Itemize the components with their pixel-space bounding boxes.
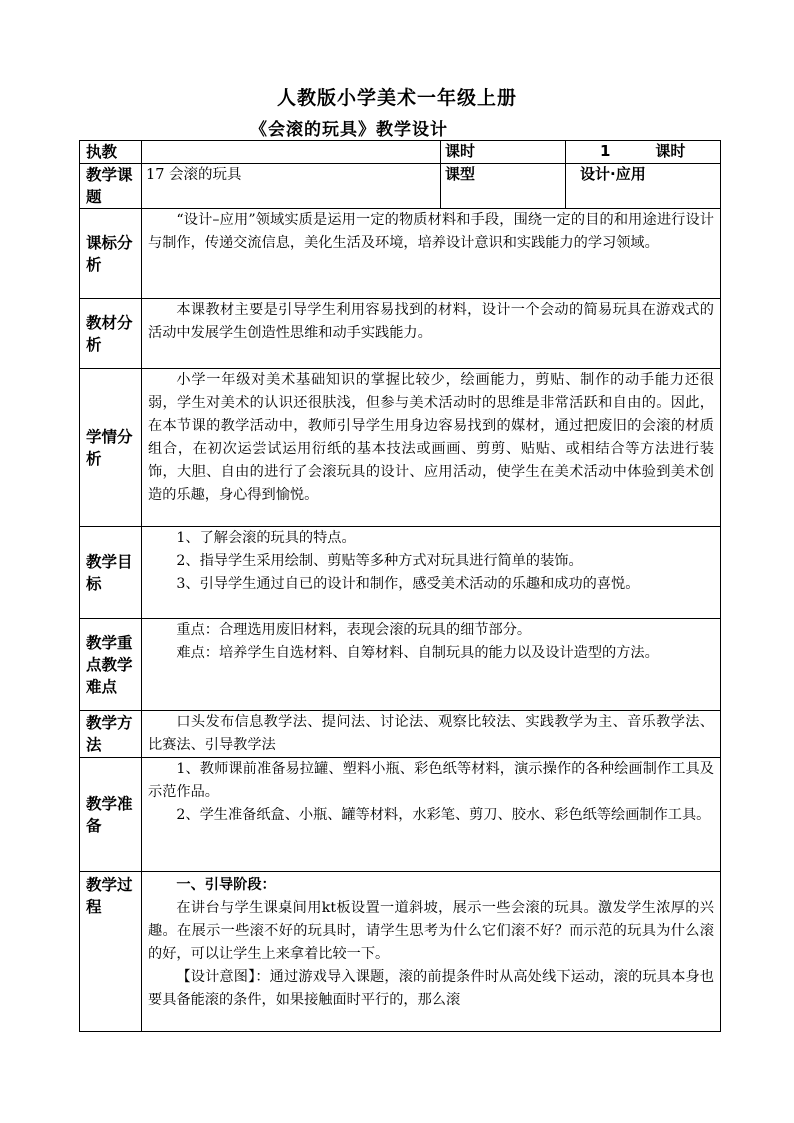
process-heading: 一、引导阶段： (176, 877, 276, 893)
paragraph: “设计–应用”领域实质是运用一定的物质材料和手段，围绕一定的目的和用途进行设计与制作，传递交流信息，美化生活及环境，培养设计意识和实践能力的学习领域。 (148, 212, 714, 251)
paragraph: 口头发布信息教学法、提问法、讨论法、观察比较法、实践教学为主、音乐教学法、比赛法、引导教学法 (148, 714, 714, 753)
type-label: 课型 (441, 164, 566, 209)
type-value: 设计·应用 (566, 164, 721, 209)
classhour-value: 1 课时 (566, 141, 721, 164)
section-row-objectives (80, 527, 721, 619)
section-label: 教学准备 (80, 758, 142, 872)
section-row-key-points (80, 619, 721, 711)
paragraph: 2、指导学生采用绘制、剪贴等多种方式对玩具进行简单的装饰。 (176, 553, 583, 569)
section-content (142, 711, 721, 758)
section-content (142, 527, 721, 619)
teacher-value (142, 141, 441, 164)
section-row-textbook (80, 299, 721, 369)
paragraph: 本课教材主要是引导学生利用容易找到的材料，设计一个会动的简易玩具在游戏式的活动中发展学生创造性思维和动手实践能力。 (148, 302, 714, 341)
paragraph: 1、教师课前准备易拉罐、塑料小瓶、彩色纸等材料，演示操作的各种绘画制作工具及示范作品。 (148, 761, 714, 800)
teacher-row (80, 141, 721, 164)
section-label: 教学方法 (80, 711, 142, 758)
paragraph: 3、引导学生通过自已的设计和制作，感受美术活动的乐趣和成功的喜悦。 (176, 576, 640, 592)
paragraph: 难点：培养学生自选材料、自筹材料、自制玩具的能力以及设计造型的方法。 (176, 645, 659, 661)
paragraph: 在讲台与学生课桌间用kt板设置一道斜坡，展示一些会滚的玩具。激发学生浓厚的兴趣。在展示一些滚不好的玩具时，请学生思考为什么它们滚不好？而示范的玩具为什么滚的好，可以让学生上来拿着比较一下。 (148, 900, 714, 962)
teacher-label: 执教 (80, 141, 142, 164)
section-row-process (80, 872, 721, 1032)
paragraph: 2、学生准备纸盒、小瓶、罐等材料，水彩笔、剪刀、胶水、彩色纸等绘画制作工具。 (176, 807, 711, 823)
topic-label: 教学课题 (80, 164, 142, 209)
section-label: 学情分析 (80, 369, 142, 527)
section-label: 教材分析 (80, 299, 142, 369)
paragraph: 小学一年级对美术基础知识的掌握比较少，绘画能力，剪贴、制作的动手能力还很弱，学生对美术的认识还很肤浅，但参与美术活动时的思维是非常活跃和自由的。因此，在本节课的教学活动中，教师引导学生用身边容易找到的媒材，通过把废旧的会滚的材质组合，在初次运尝试运用衍纸的基本技法或画画、剪剪、贴贴、或相结合等方法进行装饰，大胆、自由的进行了会滚玩具的设计、应用活动，使学生在美术活动中体验到美术创造的乐趣，身心得到愉悦。 (148, 372, 714, 503)
lesson-plan-table (79, 140, 721, 1032)
section-label: 教学目标 (80, 527, 142, 619)
section-content (142, 758, 721, 872)
paragraph: 1、了解会滚的玩具的特点。 (176, 530, 356, 546)
section-content (142, 209, 721, 299)
section-label: 教学过程 (80, 872, 142, 1032)
section-row-students (80, 369, 721, 527)
paragraph: 重点：合理选用废旧材料，表现会滚的玩具的细节部分。 (176, 622, 532, 638)
section-row-methods (80, 711, 721, 758)
section-label: 课标分析 (80, 209, 142, 299)
document-title: 人教版小学美术一年级上册 (276, 87, 517, 109)
section-row-preparation (80, 758, 721, 872)
topic-value: 17 会滚的玩具 (142, 164, 441, 209)
paragraph: 【设计意图】：通过游戏导入课题，滚的前提条件时从高处线下运动，滚的玩具本身也要具备能滚的条件，如果接触面时平行的，那么滚 (148, 969, 714, 1008)
section-row-curriculum (80, 209, 721, 299)
topic-row (80, 164, 721, 209)
section-label: 教学重点教学难点 (80, 619, 142, 711)
section-content (142, 299, 721, 369)
section-content (142, 369, 721, 527)
document-subtitle: 《会滚的玩具》教学设计 (250, 120, 448, 140)
section-content (142, 872, 721, 1032)
section-content (142, 619, 721, 711)
classhour-label: 课时 (441, 141, 566, 164)
